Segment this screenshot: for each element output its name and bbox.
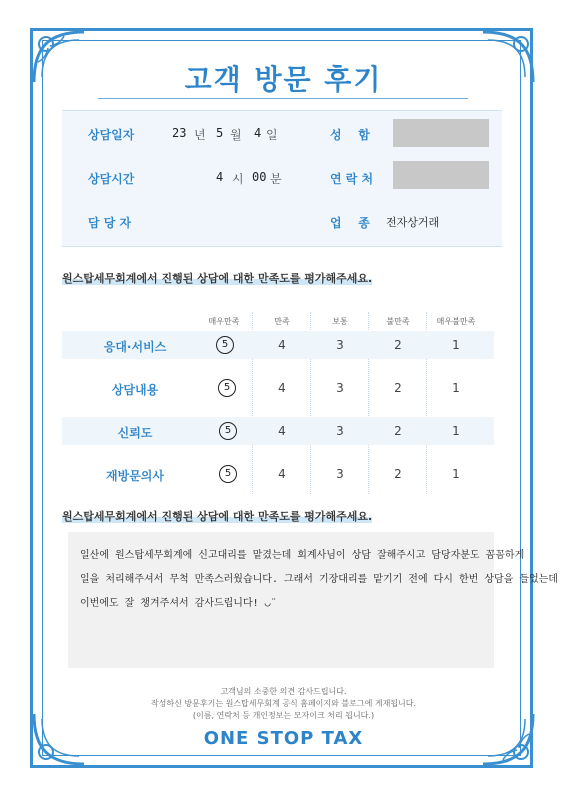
header-very-dissatisfied: 매우불만족: [436, 317, 476, 326]
time-min-value: 00: [252, 170, 267, 184]
header-dissatisfied: 불만족: [386, 317, 410, 326]
contact-redacted: [393, 161, 489, 189]
selected-rating: 5: [219, 422, 237, 440]
row-label: 상담내용: [111, 383, 159, 397]
score-1: 1: [452, 381, 460, 395]
comment-section-title-text: 원스탑세무회계에서 진행된 상담에 대한 만족도를 평가해주세요.: [62, 510, 373, 523]
footer-notice: 작성하신 방문후기는 원스탑세무회계 공식 홈페이지와 블로그에 게재됩니다.: [150, 699, 417, 708]
date-month-value: 5: [216, 126, 224, 140]
title-divider: [98, 98, 468, 99]
score-1: 1: [452, 424, 460, 438]
footer-thanks: 고객님의 소중한 의견 감사드립니다.: [220, 687, 347, 696]
score-3: 3: [336, 338, 344, 352]
score-2: 2: [394, 424, 402, 438]
name-redacted: [393, 119, 489, 147]
comment-line: 이번에도 잘 챙겨주셔서 감사드립니다! ◡̈: [80, 598, 277, 609]
comment-section-title: [62, 508, 372, 524]
score-3: 3: [336, 381, 344, 395]
date-label: 상담일자: [88, 128, 135, 142]
brand-logo: ONE STOP TAX: [203, 728, 364, 749]
date-day-value: 4: [254, 126, 262, 140]
score-2: 2: [394, 381, 402, 395]
contact-label: 연 락 처: [330, 172, 374, 186]
rating-section-title: [62, 270, 372, 286]
selected-rating: 5: [216, 336, 234, 354]
name-label: 성 함: [330, 128, 370, 142]
time-hour-unit: 시: [232, 172, 244, 186]
row-label: 재방문의사: [106, 469, 164, 483]
row-label: 응대·서비스: [103, 340, 167, 354]
score-4: 4: [278, 424, 286, 438]
score-2: 2: [394, 338, 402, 352]
header-satisfied: 만족: [274, 317, 290, 326]
time-label: 상담시간: [88, 172, 135, 186]
row-label: 신뢰도: [117, 426, 153, 440]
comment-line: 일을 처리해주셔서 무척 만족스러웠습니다. 그래서 기장대리를 맡기기 전에 다시 한번 상담을 들었는데: [80, 574, 558, 585]
date-day-unit: 일: [266, 128, 278, 142]
page-title: 고객 방문 후기: [184, 63, 383, 96]
score-4: 4: [278, 338, 286, 352]
footer-privacy: (이름, 연락처 등 개인정보는 모자이크 처리 됩니다.): [192, 711, 375, 720]
selected-rating: 5: [219, 465, 237, 483]
date-year-value: 23: [172, 126, 187, 140]
time-min-unit: 분: [270, 172, 282, 186]
industry-value: 전자상거래: [386, 216, 440, 229]
score-3: 3: [336, 424, 344, 438]
score-4: 4: [278, 381, 286, 395]
date-year-unit: 년: [194, 128, 206, 142]
rating-section-title-text: 원스탑세무회계에서 진행된 상담에 대한 만족도를 평가해주세요.: [62, 272, 373, 285]
date-month-unit: 월: [230, 128, 242, 142]
score-4: 4: [278, 467, 286, 481]
industry-label: 업 종: [330, 216, 370, 230]
manager-label: 담 당 자: [88, 216, 132, 230]
time-hour-value: 4: [216, 170, 224, 184]
selected-rating: 5: [218, 379, 236, 397]
score-1: 1: [452, 467, 460, 481]
score-1: 1: [452, 338, 460, 352]
score-2: 2: [394, 467, 402, 481]
score-3: 3: [336, 467, 344, 481]
header-very-satisfied: 매우만족: [208, 317, 240, 326]
header-neutral: 보통: [332, 317, 348, 326]
comment-line: 일산에 원스탑세무회계에 신고대리를 맡겼는데 회계사님이 상담 잘해주시고 담당자분도 꼼꼼하게: [80, 550, 525, 561]
